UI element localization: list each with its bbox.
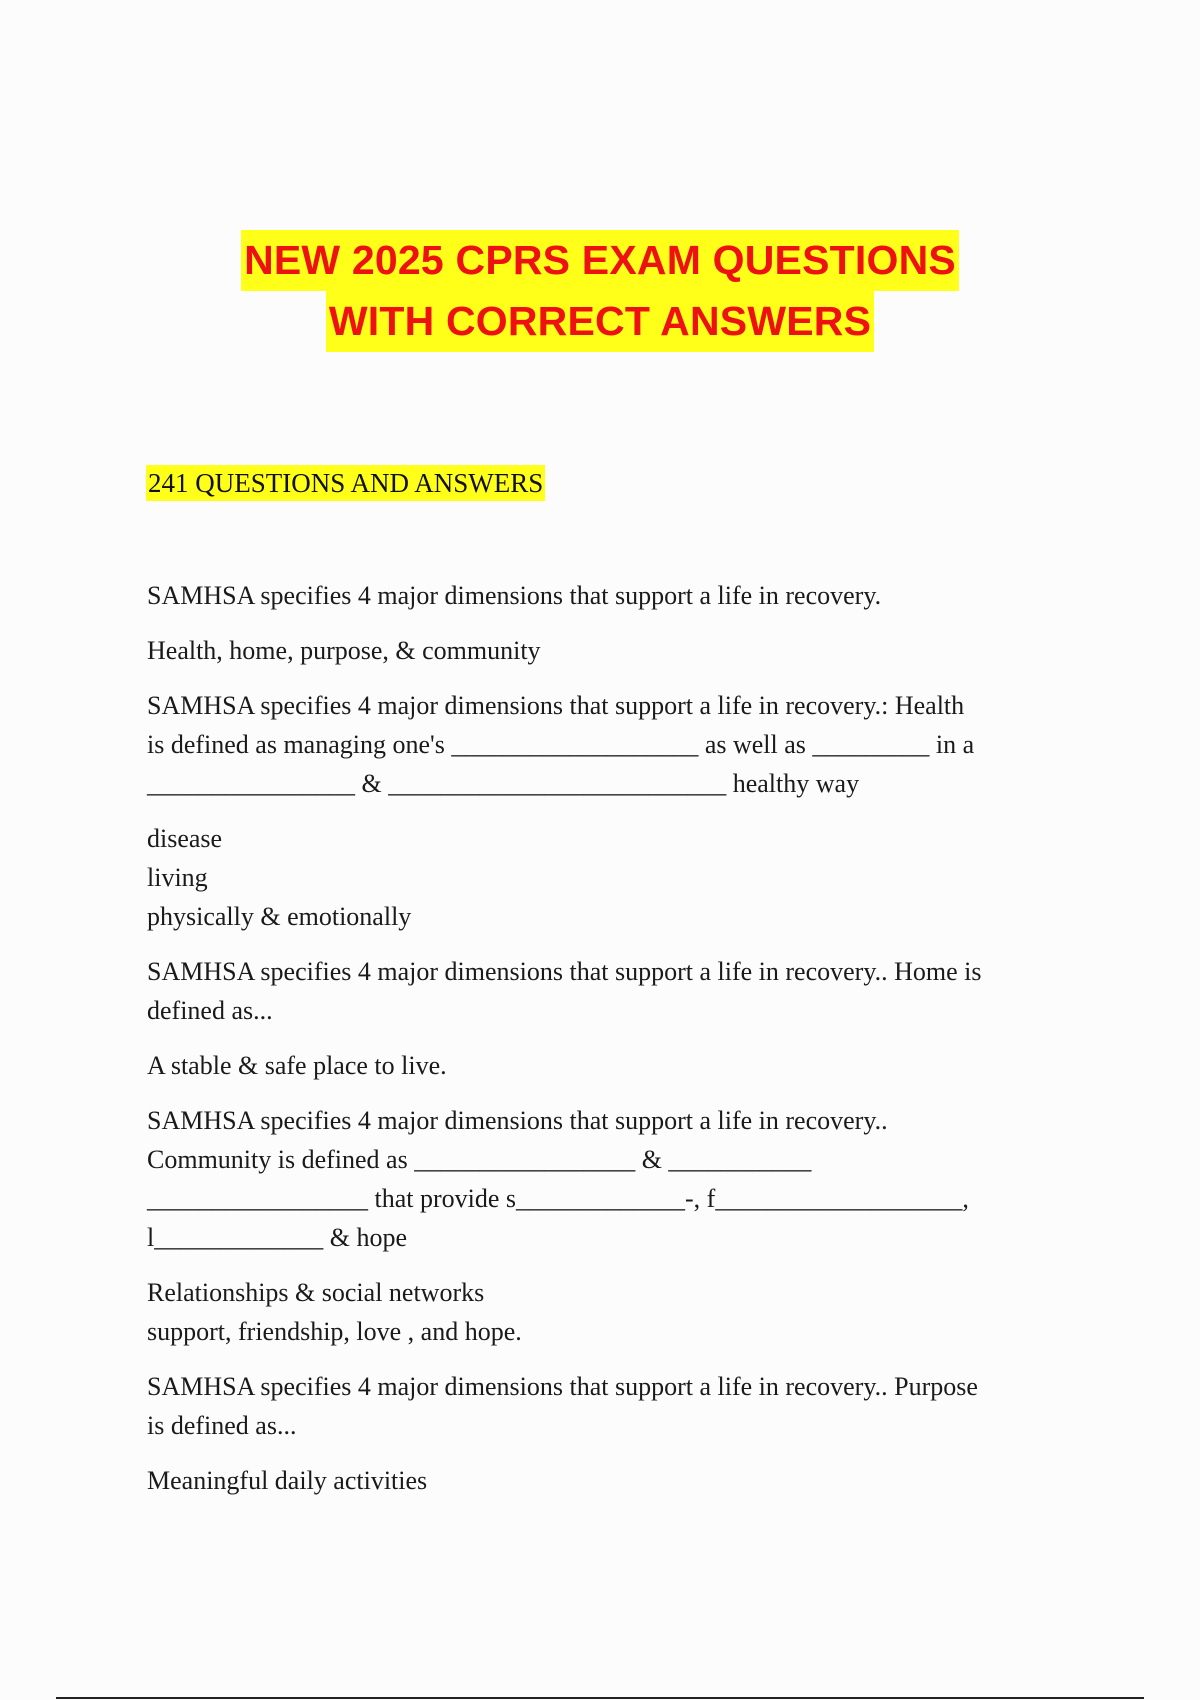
question-5: SAMHSA specifies 4 major dimensions that support a life in recovery.. Purpose is defined as... [147, 1372, 978, 1440]
question-1: SAMHSA specifies 4 major dimensions that support a life in recovery. [147, 581, 882, 610]
title-line-2: WITH CORRECT ANSWERS [326, 291, 874, 352]
document-title [0, 230, 1200, 352]
answer-4: Relationships & social networks support, friendship, love , and hope. [147, 1278, 522, 1346]
question-count-heading: 241 QUESTIONS AND ANSWERS [146, 465, 545, 501]
answer-2: disease living physically & emotionally [147, 824, 412, 931]
qa-content [147, 576, 1067, 1516]
question-2: SAMHSA specifies 4 major dimensions that support a life in recovery.: Health is defined as managing one's ___________________ as well as _________ in a ________________ & __________________________ healthy way [147, 691, 975, 798]
page-bottom-rule [56, 1697, 1144, 1699]
answer-3: A stable & safe place to live. [147, 1051, 447, 1080]
question-4: SAMHSA specifies 4 major dimensions that support a life in recovery.. Community is defined as _________________ & ___________ _________________ that provide s_____________-, f___________________, l_____________ & hope [147, 1106, 969, 1252]
answer-5: Meaningful daily activities [147, 1466, 428, 1495]
title-line-1: NEW 2025 CPRS EXAM QUESTIONS [241, 230, 959, 291]
answer-1: Health, home, purpose, & community [147, 636, 541, 665]
question-3: SAMHSA specifies 4 major dimensions that support a life in recovery.. Home is defined as... [147, 957, 982, 1025]
